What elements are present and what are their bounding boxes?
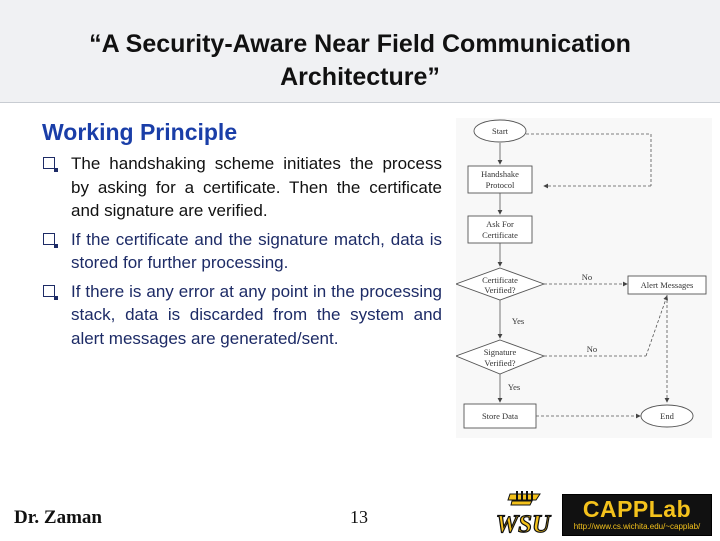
footer-author: Dr. Zaman (14, 507, 102, 528)
wsu-logo-text: WSU (495, 511, 551, 536)
square-bullet-icon (43, 233, 55, 245)
no-label: No (586, 344, 598, 354)
signature-decision-label: Signature (483, 347, 517, 357)
bullet-text: The handshaking scheme initiates the process by asking for a certificate. Then the certificate and signature are verified. (71, 154, 442, 220)
handshake-label: Handshake (481, 169, 519, 179)
bullet-list (42, 152, 442, 355)
no-label: No (581, 272, 593, 282)
flowchart-diagram (456, 118, 712, 438)
slide-title-line-2: Architecture” (280, 63, 440, 91)
slide-title (20, 28, 700, 94)
no-branch-arrow (646, 296, 667, 356)
square-bullet-icon (43, 285, 55, 297)
wichita-shocker-icon (492, 490, 554, 536)
capplab-logo (562, 494, 712, 536)
slide-title-line-1: “A Security-Aware Near Field Communication (89, 30, 631, 58)
certificate-decision-label: Certificate (482, 275, 518, 285)
bullet-item (42, 152, 442, 223)
bullet-text: If the certificate and the signature match, data is stored for further processing. (71, 229, 442, 272)
end-label: End (660, 411, 674, 421)
alert-messages-label: Alert Messages (640, 280, 694, 290)
capplab-logo-name: CAPPLab (582, 496, 692, 522)
ask-certificate-label: Ask For (486, 219, 514, 229)
square-bullet-icon (43, 157, 55, 169)
bullet-item (42, 228, 442, 275)
wsu-logo (492, 490, 554, 536)
yes-label: Yes (507, 382, 521, 392)
capplab-logo-url: http://www.cs.wichita.edu/~capplab/ (573, 522, 701, 531)
start-label: Start (491, 126, 509, 136)
flowchart-svg (456, 118, 712, 438)
bullet-item (42, 280, 442, 351)
store-data-label: Store Data (481, 411, 519, 421)
certificate-decision-label: Verified? (484, 285, 516, 295)
yes-label: Yes (511, 316, 525, 326)
handshake-label: Protocol (485, 180, 515, 190)
signature-decision-label: Verified? (484, 358, 516, 368)
signature-decision-node (456, 340, 544, 374)
page-number: 13 (350, 507, 368, 527)
bullet-text: If there is any error at any point in the processing stack, data is discarded from the system and alert messages are generated/sent. (71, 281, 442, 348)
ask-certificate-label: Certificate (482, 230, 518, 240)
section-subtitle: Working Principle (42, 119, 238, 145)
